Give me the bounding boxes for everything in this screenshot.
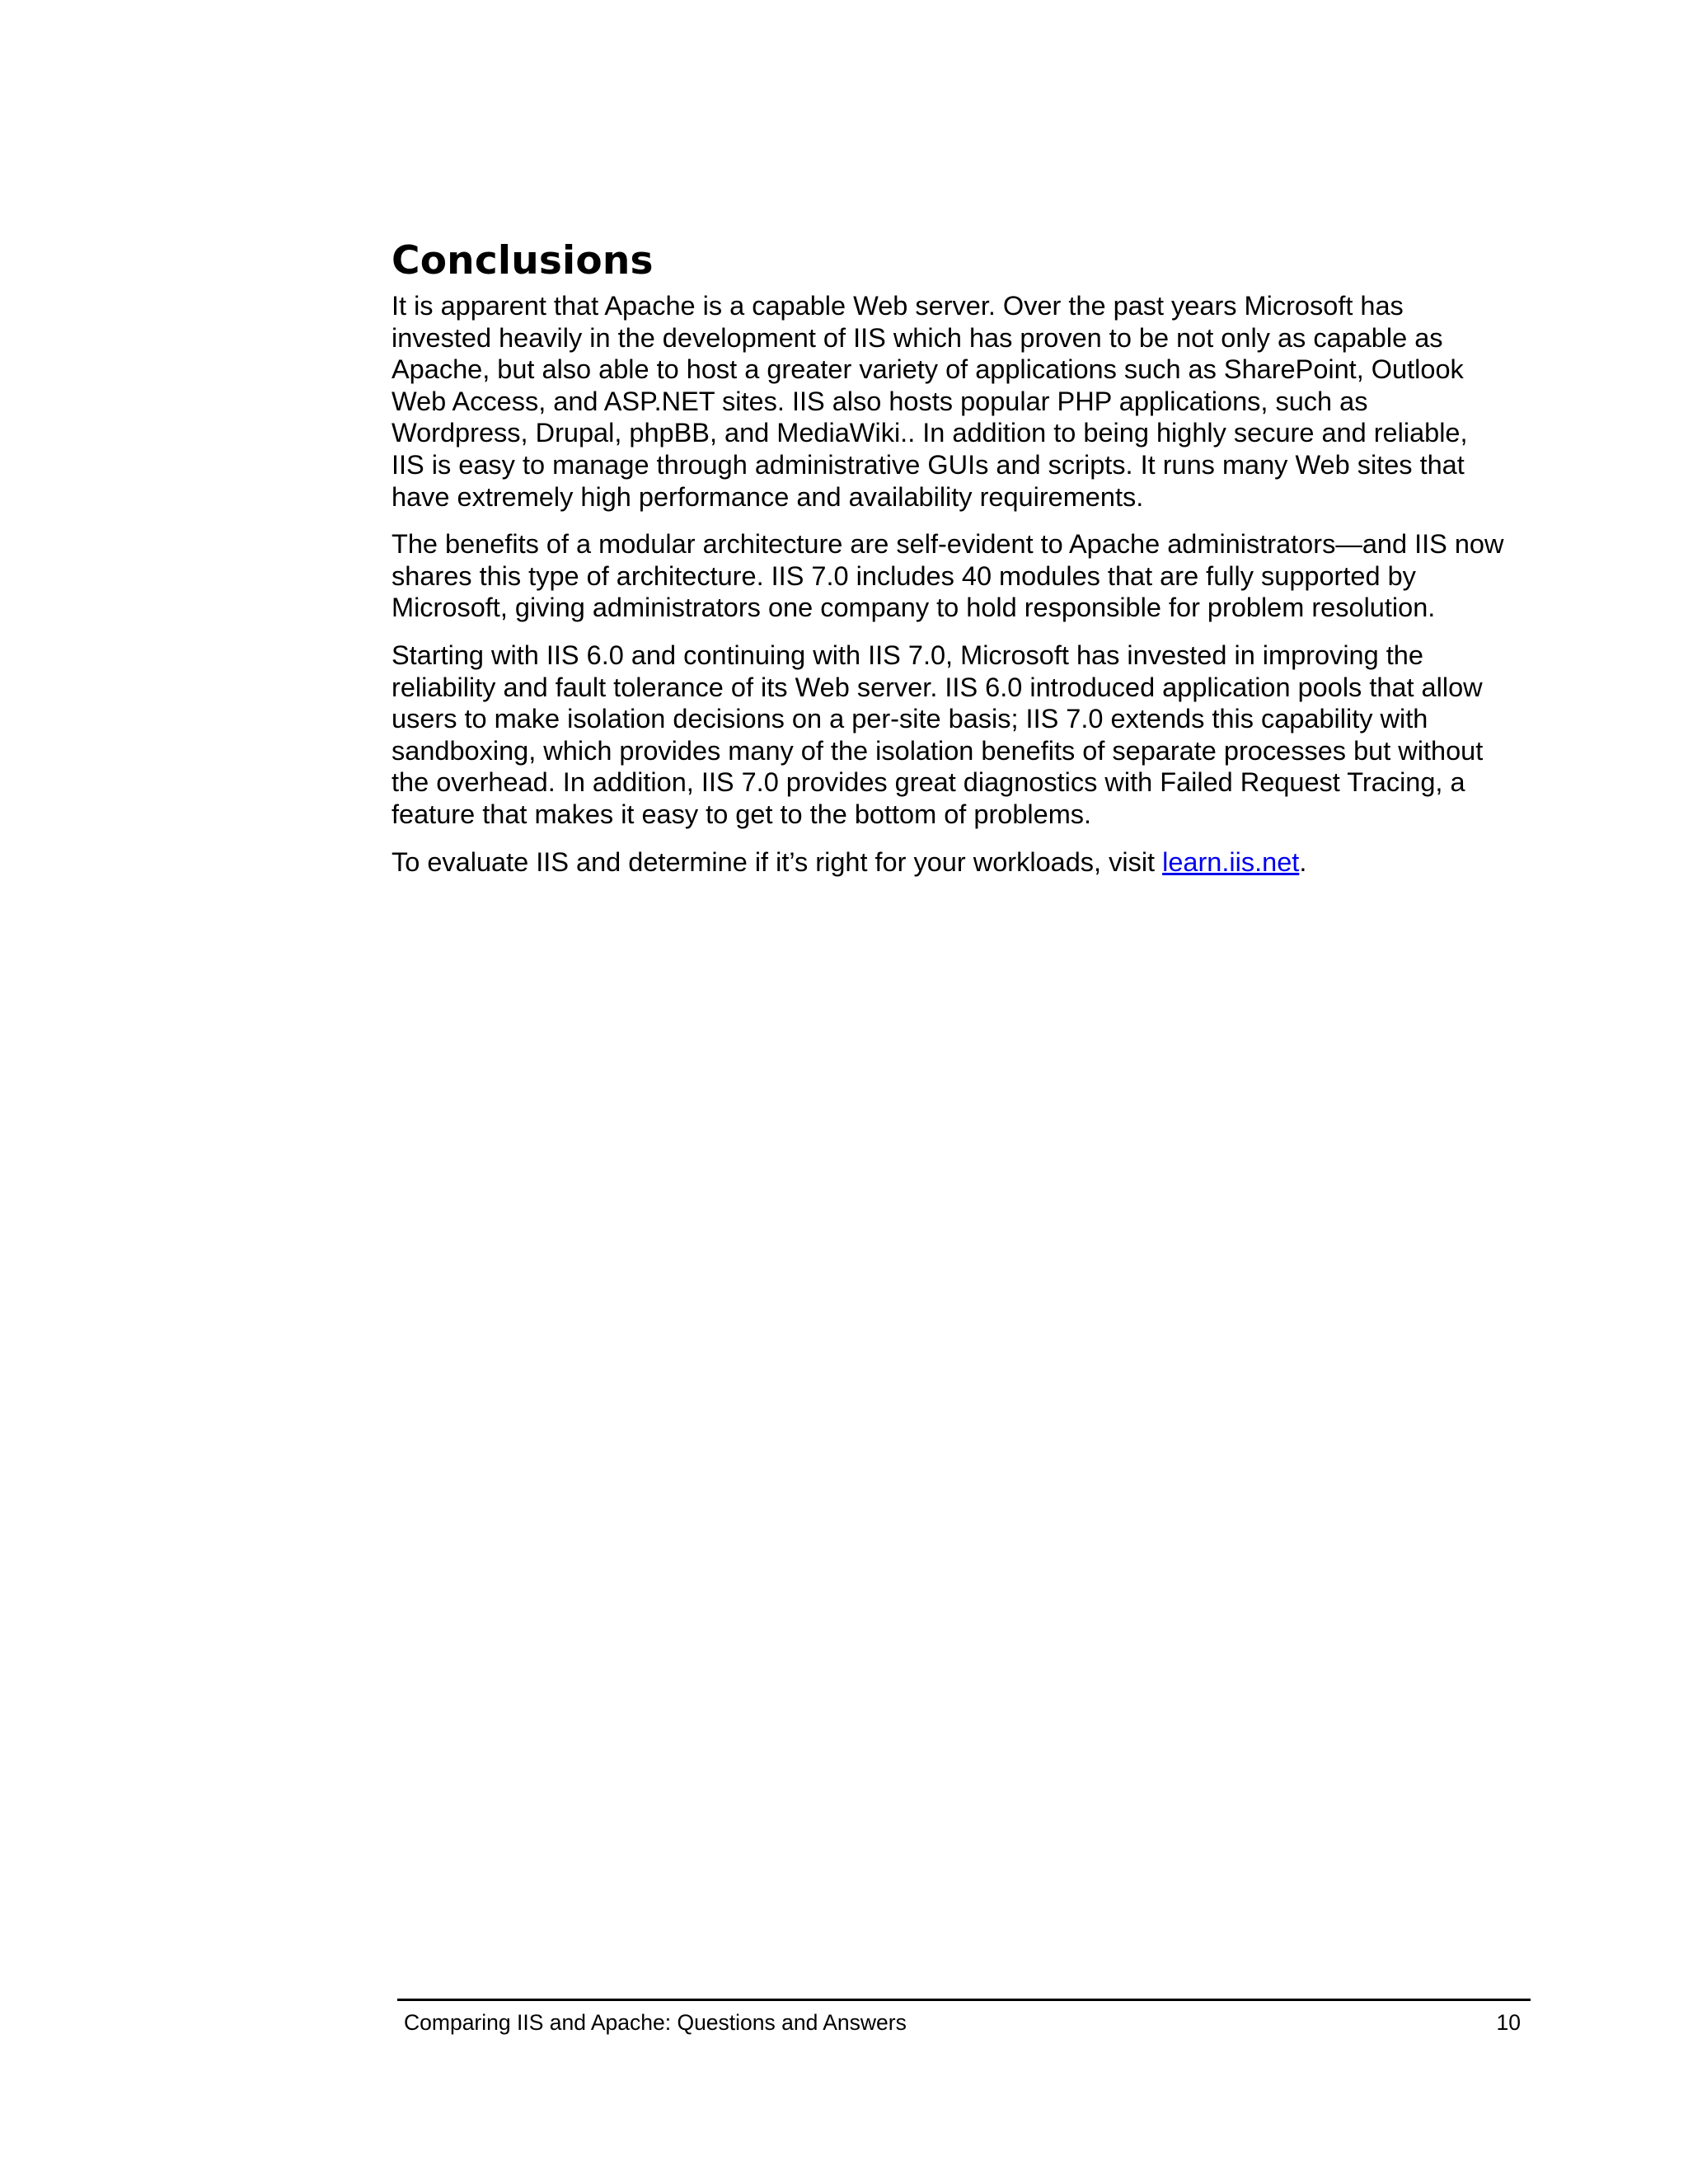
footer-document-title: Comparing IIS and Apache: Questions and Answers: [404, 2010, 907, 2035]
footer-page-number: 10: [1496, 2010, 1521, 2035]
paragraph-modular-architecture: The benefits of a modular architecture are self-evident to Apache administrators—and IIS now shares this type of architecture. IIS 7.0 includes 40 modules that are fully supported by Microsoft, giving administrators one company to hold responsible for problem resolution.: [392, 529, 1504, 623]
closing-text: To evaluate IIS and determine if it’s right for your workloads, visit: [392, 846, 1163, 877]
section-heading: Conclusions: [392, 238, 654, 284]
paragraph-closing: [392, 846, 1545, 879]
closing-period: .: [1299, 846, 1307, 877]
learn-iis-link[interactable]: learn.iis.net: [1162, 846, 1300, 877]
paragraph-reliability: Starting with IIS 6.0 and continuing with IIS 7.0, Microsoft has invested in improving the reliability and fault tolerance of its Web server. IIS 6.0 introduced application pools that allow users to make isolation decisions on a per-site basis; IIS 7.0 extends this capability with sandboxing, which provides many of the isolation benefits of separate processes but without the overhead. In addition, IIS 7.0 provides great diagnostics with Failed Request Tracing, a feature that makes it easy to get to the bottom of problems.: [392, 640, 1484, 829]
paragraph-intro: It is apparent that Apache is a capable Web server. Over the past years Microsoft has invested heavily in the development of IIS which has proven to be not only as capable as Apache, but also able to host a greater variety of applications such as SharePoint, Outlook Web Access, and ASP.NET sites. IIS also hosts popular PHP applications, such as Wordpress, Drupal, phpBB, and MediaWiki.. In addition to being highly secure and reliable, IIS is easy to manage through administrative GUIs and scripts. It runs many Web sites that have extremely high performance and availability requirements.: [392, 291, 1468, 512]
page-footer: [397, 1999, 1531, 2036]
main-content: [392, 237, 1545, 893]
